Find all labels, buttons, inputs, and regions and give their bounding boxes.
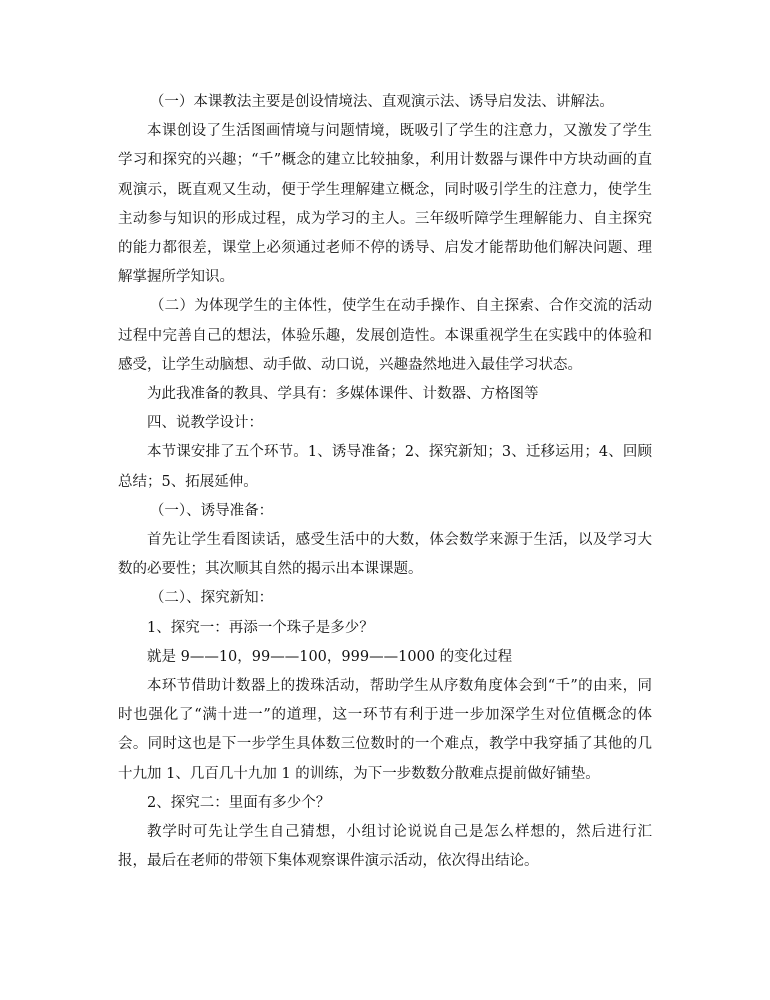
paragraph-group-discussion: 教学时可先让学生自己猜想，小组讨论说说自己是怎么样想的，然后进行汇报，最后在老师的带领下集体观察课件演示活动，依次得出结论。 [118,824,652,870]
paragraph-five-stages: 本节课安排了五个环节。1、诱导准备；2、探究新知；3、迁移运用；4、回顾总结；5、拓展延伸。 [118,444,652,490]
paragraph-student-subjectivity: （二）为体现学生的主体性，使学生在动手操作、自主探索、合作交流的活动过程中完善自己的想法，体验乐趣，发展创造性。本课重视学生在实践中的体验和感受，让学生动脑想、动手做、动口说，兴趣盎然地进入最佳学习状态。 [118,298,652,373]
paragraph-guided-preparation: 首先让学生看图读话，感受生活中的大数，体会数学来源于生活，以及学习大数的必要性；其次顺其自然的揭示出本课课题。 [118,532,652,578]
paragraph-teaching-methods: （一）本课教法主要是创设情境法、直观演示法、诱导启发法、讲解法。 [149,94,614,110]
subheading-explore-two: 2、探究二：里面有多少个？ [147,794,331,811]
paragraph-situation-design: 本课创设了生活图画情境与问题情境，既吸引了学生的注意力，又激发了学生学习和探究的兴趣；“千”概念的建立比较抽象，利用计数器与课件中方块动画的直观演示，既直观又生动，便于学生理解建立概念，同时吸引学生的注意力，使学生主动参与知识的形成过程，成为学习的主人。三年级听障学生理解能力、自主探究的能力都很差，课堂上必须通过老师不停的诱导、启发才能帮助他们解决问题、理解掌握所学知识。 [118,123,652,286]
subheading-explore-one: 1、探究一：再添一个珠子是多少？ [147,619,374,636]
paragraph-abacus-activity: 本环节借助计数器上的拨珠活动，帮助学生从序数角度体会到“千”的由来，同时也强化了“满十进一”的道理，这一环节有利于进一步加深学生对位值概念的体会。同时这也是下一步学生具体数三位数时的一个难点，教学中我穿插了其他的几十九加 1、几百几十九加 1 的训练，为下一步数数分散难点提前做好铺垫。 [118,678,652,782]
subheading-explore-new-knowledge: （二）、探究新知： [149,590,274,607]
section-heading-teaching-design: 四、说教学设计： [147,415,263,432]
document-body [118,88,652,876]
paragraph-teaching-aids: 为此我准备的教具、学具有：多媒体课件、计数器、方格图等 [147,386,539,403]
subheading-guided-preparation: （一）、诱导准备： [149,502,274,519]
paragraph-number-change: 就是 9——10，99——100，999——1000 的变化过程 [147,648,513,665]
